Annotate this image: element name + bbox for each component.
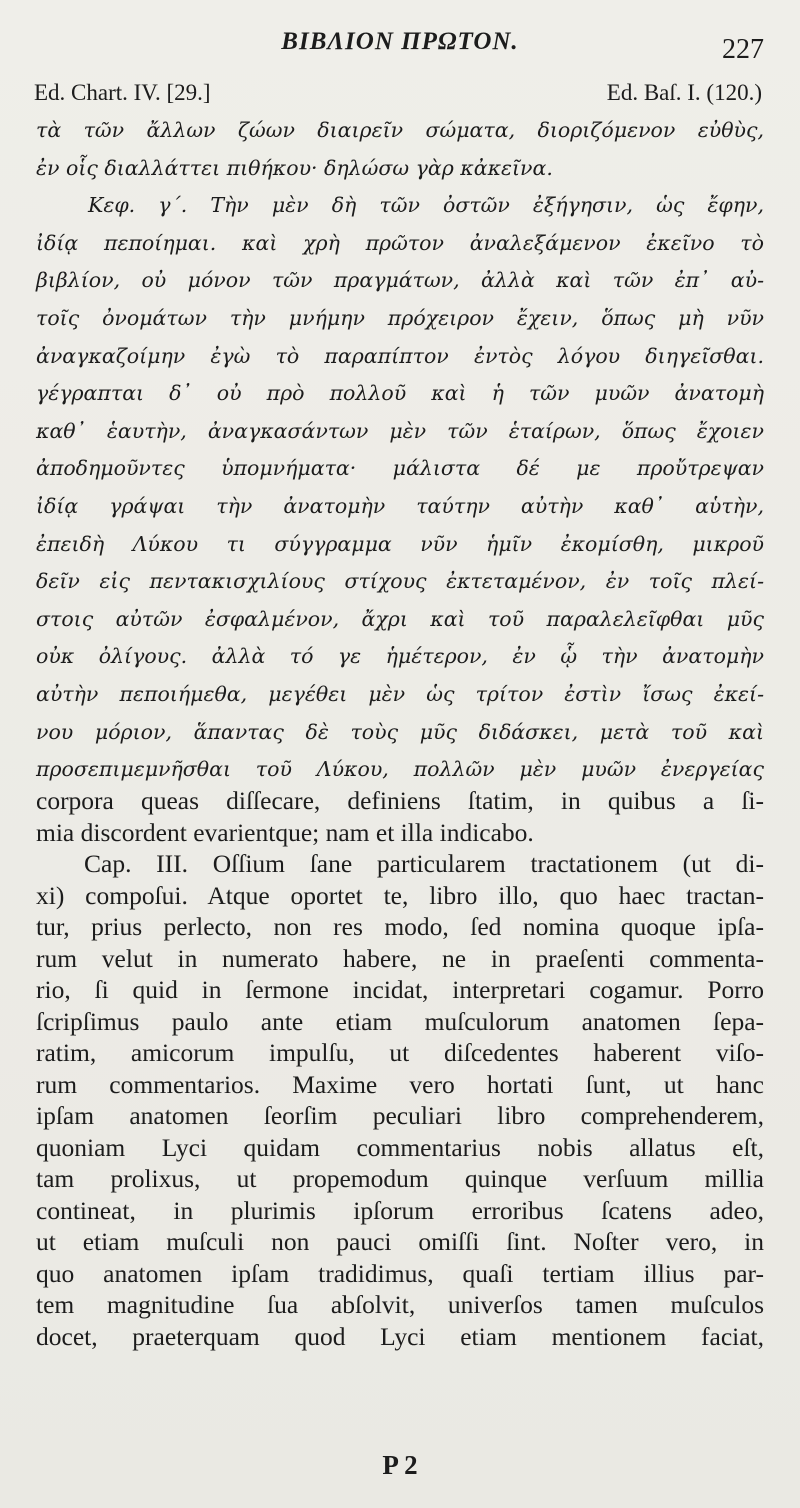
greek-text-block <box>36 112 764 789</box>
latin-line: corpora queas diſſecare, definiens ſtatim, in quibus a ſi- <box>36 786 764 815</box>
edition-basel-ref: Ed. Baſ. I. (120.) <box>606 80 762 105</box>
latin-line: rio, ſi quid in ſermone incidat, interpretari cogamur. Porro <box>36 975 764 1004</box>
greek-line: αὐτὴν πεποιήμεθα, μεγέθει μὲν ὡς τρίτον ἐστὶν ἴσως ἐκεί- <box>36 681 764 706</box>
latin-text-block <box>36 785 764 1352</box>
latin-line: docet, praeterquam quod Lyci etiam mentionem faciat, <box>36 1321 764 1351</box>
latin-line: ut etiam muſculi non pauci omiſſi ſint. Noſter vero, in <box>36 1227 764 1256</box>
greek-line: ἐν οἷς διαλλάττει πιθήκου· δηλώσω γὰρ κἀκεῖνα. <box>36 155 553 180</box>
greek-line: τὰ τῶν ἄλλων ζώων διαιρεῖν σώματα, διοριζόμενον εὐθὺς, <box>36 118 764 142</box>
greek-line: ἰδίᾳ γράψαι τὴν ἀνατομὴν ταύτην αὐτὴν καθ᾽ αὑτὴν, <box>36 493 764 518</box>
latin-line: tur, prius perlecto, non res modo, ſed nomina quoque ipſa- <box>36 912 764 941</box>
latin-line: ratim, amicorum impulſu, ut diſcedentes haberent viſo- <box>36 1038 764 1067</box>
latin-line: quoniam Lyci quidam commentarius nobis allatus eſt, <box>36 1132 764 1162</box>
greek-line: γέγραπται δ᾽ οὐ πρὸ πολλοῦ καὶ ἡ τῶν μυῶν ἀνατομὴ <box>36 381 764 406</box>
greek-line: ἰδίᾳ πεποίημαι. καὶ χρὴ πρῶτον ἀναλεξάμενον ἐκεῖνο τὸ <box>36 230 764 255</box>
greek-line: νου μόριον, ἅπαντας δὲ τοὺς μῦς διδάσκει, μετὰ τοῦ καὶ <box>36 719 764 744</box>
page-number: 227 <box>722 34 764 65</box>
greek-line: ἀναγκαζοίμην ἐγὼ τὸ παραπίπτον ἐντὸς λόγου διηγεῖσθαι. <box>36 343 764 368</box>
running-title: ΒΙΒΛΙΟΝ ΠΡΩΤΟΝ. <box>281 28 519 55</box>
greek-line: Κεφ. γ΄. Τὴν μὲν δὴ τῶν ὀστῶν ἐξήγησιν, ὡς ἔφην, <box>88 193 764 218</box>
signature-mark: P 2 <box>382 1450 418 1480</box>
greek-line: προσεπιμεμνῆσθαι τοῦ Λύκου, πολλῶν μὲν μυῶν ἐνεργείας <box>36 757 764 782</box>
greek-line: βιβλίον, οὐ μόνον τῶν πραγμάτων, ἀλλὰ καὶ τῶν ἐπ᾽ αὐ- <box>36 268 764 293</box>
latin-line: ſcripſimus paulo ante etiam muſculorum anatomen ſepa- <box>36 1006 764 1036</box>
latin-line: xi) compoſui. Atque oportet te, libro illo, quo haec tractan- <box>36 880 764 910</box>
greek-line: τοῖς ὀνομάτων τὴν μνήμην πρόχειρον ἔχειν, ὅπως μὴ νῦν <box>36 305 764 330</box>
latin-line: rum velut in numerato habere, ne in praeſenti commenta- <box>36 943 764 973</box>
greek-line: ἐπειδὴ Λύκου τι σύγγραμμα νῦν ἡμῖν ἐκομίσθη, μικροῦ <box>36 531 764 556</box>
latin-line: quo anatomen ipſam tradidimus, quaſi tertiam illius par- <box>36 1258 764 1288</box>
latin-line: tam prolixus, ut propemodum quinque verſuum millia <box>36 1164 764 1193</box>
latin-line: contineat, in plurimis ipſorum erroribus ſcatens adeo, <box>36 1195 764 1225</box>
latin-line: tem magnitudine ſua abſolvit, univerſos tamen muſculos <box>36 1290 764 1319</box>
greek-line: στοις αὐτῶν ἐσφαλμένον, ἄχρι καὶ τοῦ παραλελεῖφθαι μῦς <box>36 606 764 631</box>
latin-line: ipſam anatomen ſeorſim peculiari libro comprehenderem, <box>36 1101 764 1130</box>
latin-line: Cap. III. Oſſium ſane particularem tractationem (ut di- <box>84 849 764 878</box>
edition-references <box>34 80 762 106</box>
latin-line: mia discordent evarientque; nam et illa indicabo. <box>36 817 534 847</box>
greek-line: καθ᾽ ἑαυτὴν, ἀναγκασάντων μὲν τῶν ἑταίρων, ὅπως ἔχοιεν <box>36 418 764 443</box>
edition-chartier-ref: Ed. Chart. IV. [29.] <box>34 80 211 105</box>
greek-line: ἀποδημοῦντες ὑπομνήματα· μάλιστα δέ με προὔτρεψαν <box>36 456 764 481</box>
greek-line: δεῖν εἰς πεντακισχιλίους στίχους ἐκτεταμένον, ἐν τοῖς πλεί- <box>36 569 764 594</box>
latin-line: rum commentarios. Maxime vero hortati ſunt, ut hanc <box>36 1069 764 1099</box>
greek-line: οὐκ ὀλίγους. ἀλλὰ τό γε ἡμέτερον, ἐν ᾧ τὴν ἀνατομὴν <box>36 644 764 669</box>
